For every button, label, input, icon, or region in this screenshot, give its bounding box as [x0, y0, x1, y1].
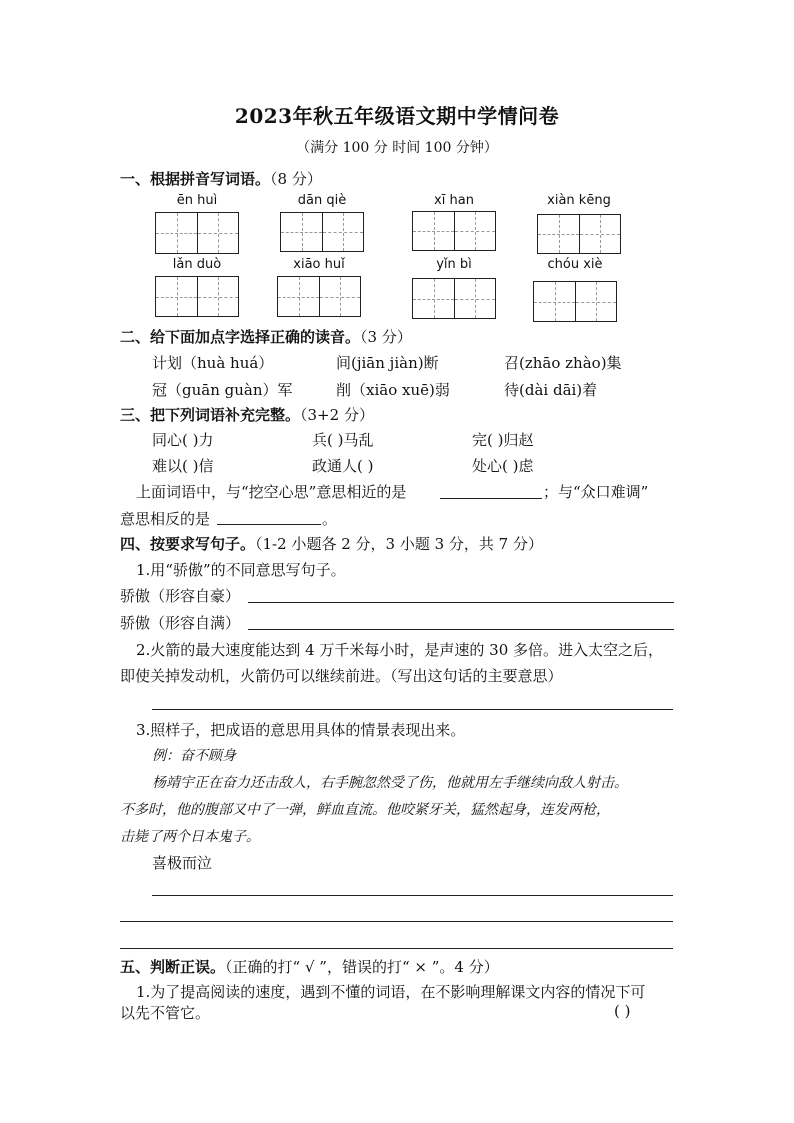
- example-text-line: 杨靖宇正在奋力还击敌人，右手腕忽然受了伤，他就用左手继续向敌人射击。: [152, 775, 628, 791]
- page-subtitle: （满分 100 分 时间 100 分钟）: [296, 140, 498, 156]
- pronunciation-item[interactable]: 召(zhāo zhào)集: [504, 354, 622, 372]
- pinyin-label: yǐn bì: [436, 257, 472, 272]
- section3-question-part3: 意思相反的是: [120, 510, 211, 528]
- pinyin-label: xiāo huǐ: [293, 257, 345, 272]
- pinyin-label: xī han: [434, 193, 474, 208]
- idiom-fill-item[interactable]: 难以( )信: [152, 457, 214, 475]
- answer-line[interactable]: [248, 602, 674, 603]
- idiom-fill-item[interactable]: 兵( )马乱: [312, 431, 374, 449]
- section1-heading: [120, 168, 322, 189]
- writing-grid[interactable]: [277, 276, 361, 317]
- pronunciation-item[interactable]: 削（xiāo xuē)弱: [336, 381, 450, 399]
- section2-heading: [120, 326, 412, 347]
- answer-line[interactable]: [152, 895, 673, 896]
- section3-question-part2: ；与“众口难调”: [543, 483, 649, 501]
- section3-question-part1: 上面词语中，与“挖空心思”意思相近的是: [136, 483, 407, 501]
- answer-parentheses[interactable]: ( ): [614, 1002, 631, 1020]
- answer-line[interactable]: [120, 948, 673, 949]
- idiom-fill-item[interactable]: 处心( )虑: [472, 457, 534, 475]
- pinyin-label: dān qiè: [297, 193, 347, 208]
- section1-title: 一、根据拼音写词语。: [120, 170, 271, 188]
- section5-score: （正确的打“ √ ”，错误的打“ × ”。4 分）: [225, 958, 499, 976]
- pinyin-label: ēn huì: [176, 193, 218, 208]
- pronunciation-item[interactable]: 间(jiān jiàn)断: [336, 354, 439, 372]
- section4-heading: [120, 533, 543, 554]
- section4-q2-line2: 即使关掉发动机，火箭仍可以继续前进。（写出这句话的主要意思）: [120, 667, 563, 685]
- idiom-fill-item[interactable]: 同心( )力: [152, 431, 214, 449]
- answer-line[interactable]: [248, 629, 674, 630]
- pronunciation-item[interactable]: 冠（guān guàn）军: [152, 381, 293, 399]
- section1-score: （8 分）: [270, 170, 322, 188]
- answer-blank[interactable]: [440, 498, 542, 499]
- idiom-fill-item[interactable]: 政通人( ): [312, 457, 374, 475]
- section2-score: （3 分）: [360, 328, 412, 346]
- writing-grid[interactable]: [537, 214, 621, 254]
- writing-grid[interactable]: [412, 278, 496, 319]
- target-idiom: 喜极而泣: [152, 854, 213, 872]
- pinyin-label: chóu xiè: [547, 257, 603, 272]
- section4-title: 四、按要求写句子。: [120, 535, 256, 553]
- section4-q3: 3.照样子，把成语的意思用具体的情景表现出来。: [136, 721, 466, 739]
- page-title: 2023年秋五年级语文期中学情问卷: [234, 104, 560, 128]
- pronunciation-item[interactable]: 待(dài dāi)着: [504, 381, 598, 399]
- section4-q1: 1.用“骄傲”的不同意思写句子。: [136, 561, 346, 579]
- example-text-line: 不多时，他的腹部又中了一弹，鲜血直流。他咬紧牙关，猛然起身，连发两枪，: [120, 802, 610, 818]
- writing-grid[interactable]: [412, 211, 496, 251]
- section4-q1-a-label: 骄傲（形容自豪）: [120, 587, 241, 605]
- section5-heading: [120, 956, 499, 977]
- writing-grid[interactable]: [155, 212, 239, 254]
- section5-q1-line1: 1.为了提高阅读的速度，遇到不懂的词语，在不影响理解课文内容的情况下可: [136, 983, 646, 1001]
- section3-heading: [120, 404, 374, 425]
- section3-score: （3+2 分）: [300, 406, 374, 424]
- writing-grid[interactable]: [533, 281, 617, 322]
- idiom-fill-item[interactable]: 完( )归赵: [472, 431, 534, 449]
- pinyin-label: lǎn duò: [172, 257, 222, 272]
- section5-q1-line2: 以先不管它。: [120, 1004, 211, 1022]
- section4-q1-b-label: 骄傲（形容自满）: [120, 614, 241, 632]
- section2-title: 二、给下面加点字选择正确的读音。: [120, 328, 361, 346]
- answer-line[interactable]: [120, 921, 673, 922]
- section4-score: （1-2 小题各 2 分，3 小题 3 分，共 7 分）: [255, 535, 543, 553]
- section4-q2-line1: 2.火箭的最大速度能达到 4 万千米每小时，是声速的 30 多倍。进入太空之后，: [136, 641, 664, 659]
- example-label: 例：奋不顾身: [152, 748, 236, 764]
- section5-title: 五、判断正误。: [120, 958, 226, 976]
- section3-question-end: 。: [322, 510, 338, 528]
- pronunciation-item[interactable]: 计划（huà huá）: [152, 354, 274, 372]
- pinyin-label: xiàn kēng: [547, 193, 611, 208]
- writing-grid[interactable]: [155, 276, 239, 317]
- answer-blank[interactable]: [217, 524, 321, 525]
- writing-grid[interactable]: [280, 212, 364, 252]
- answer-line[interactable]: [152, 709, 673, 710]
- section3-title: 三、把下列词语补充完整。: [120, 406, 301, 424]
- example-text-line: 击毙了两个日本鬼子。: [120, 829, 260, 845]
